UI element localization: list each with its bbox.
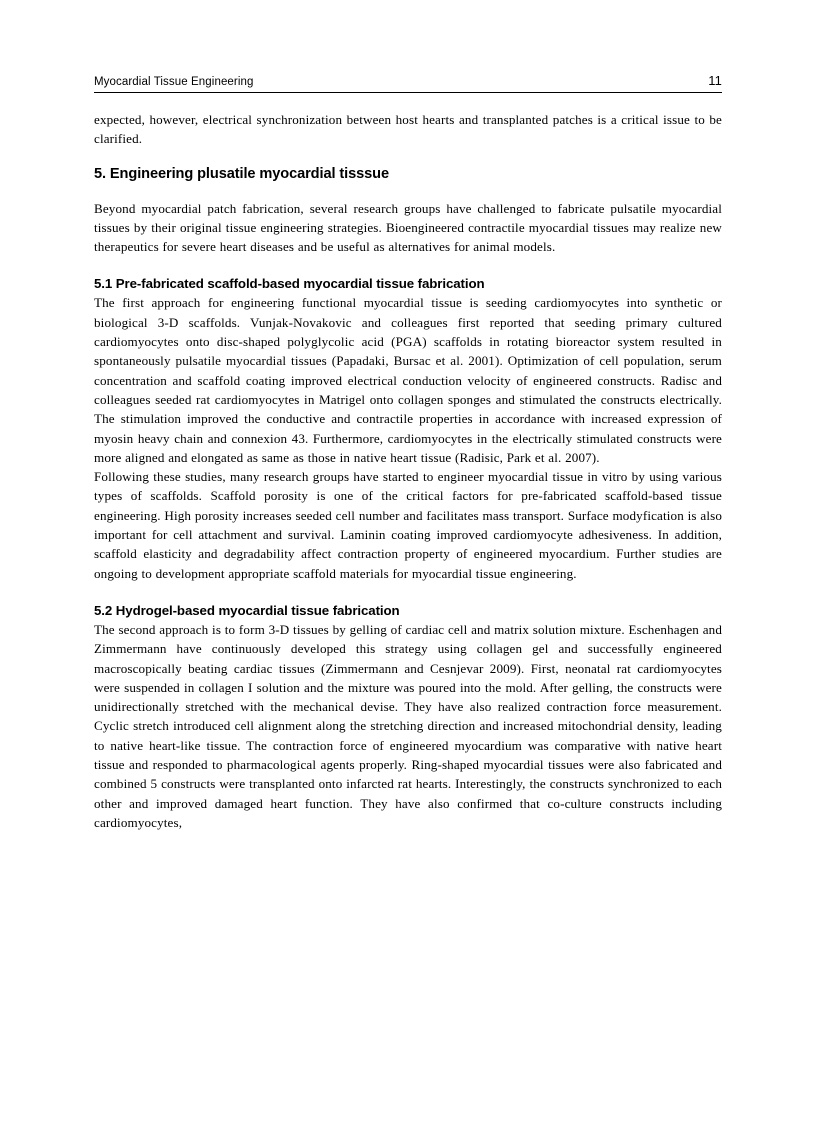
subsection-heading-5-1: 5.1 Pre-fabricated scaffold-based myocardial tissue fabrication: [94, 276, 485, 292]
subsection-5-2-paragraph-1: The second approach is to form 3-D tissues by gelling of cardiac cell and matrix solution mixture. Eschenhagen and Zimmermann have continuously developed this strategy using collagen gel and successfully engineered macroscopically beating cardiac tissues (Zimmermann and Cesnjevar 2009). First, neonatal rat cardiomyocytes were suspended in collagen I solution and the mixture was poured into the mold. After gelling, the constructs were unidirectionally stretched with the mechanical devise. They have also realized contraction force measurement. Cyclic stretch introduced cell alignment along the stretching direction and increased mitochondrial density, leading to native heart-like tissue. The contraction force of engineered myocardium was comparative with native heart tissue and responded to pharmacological agents properly. Ring-shaped myocardial tissues were also fabricated and combined 5 constructs were transplanted onto infarcted rat hearts. Interestingly, the constructs synchronized to each other and improved damaged heart function. They have also confirmed that co-culture constructs including cardiomyocytes,: [94, 621, 722, 830]
intro-paragraph: expected, however, electrical synchronization between host hearts and transplanted patches is a critical issue to be clarified.: [94, 112, 722, 147]
spacer: [94, 183, 722, 199]
header-divider: [94, 92, 722, 93]
subsection-5-1-paragraph-1: The first approach for engineering functional myocardial tissue is seeding cardiomyocytes into synthetic or biological 3-D scaffolds. Vunjak-Novakovic and colleagues first reported that seeding primary cultured cardiomyocytes onto disc-shaped polyglycolic acid (PGA) scaffolds in rotating bioreactor system resulted in spontaneously pulsatile myocardial tissues (Papadaki, Bursac et al. 2001). Optimization of cell population, serum concentration and scaffold coating improved electrical conduction velocity of engineered constructs. Radisc and colleagues seeded rat cardiomyocytes in Matrigel onto collagen sponges and stimulated the constructs electrically. The stimulation improved the conductive and contractile properties in accordance with increased expression of myosin heavy chain and connexion 43. Furthermore, cardiomyocytes in the electrically stimulated constructs were more aligned and elongated as same as those in native heart tissue (Radisic, Park et al. 2007).: [94, 295, 722, 465]
spacer: [94, 149, 722, 165]
subsection-5-1-paragraph-2: Following these studies, many research groups have started to engineer myocardial tissue in vitro by using various types of scaffolds. Scaffold porosity is one of the critical factors for pre-fabricated scaffold-based tissue engineering. High porosity increases seeded cell number and facilitates mass transport. Surface modyfication is also important for cell attachment and survival. Laminin coating improved cardiomyocyte adhesiveness. In addition, scaffold elasticity and degradability affect contraction property of engineered myocardium. Further studies are ongoing to development appropriate scaffold materials for myocardial tissue engineering.: [94, 469, 722, 581]
spacer: [94, 256, 722, 275]
section-heading-5: 5. Engineering plusatile myocardial tisssue: [94, 165, 389, 182]
page-content: [94, 74, 722, 832]
spacer: [94, 583, 722, 602]
running-header-title: Myocardial Tissue Engineering: [94, 76, 254, 88]
subsection-heading-5-2: 5.2 Hydrogel-based myocardial tissue fabrication: [94, 602, 400, 618]
page-number: 11: [708, 73, 722, 88]
section-5-paragraph: Beyond myocardial patch fabrication, several research groups have challenged to fabricate pulsatile myocardial tissues by their original tissue engineering strategies. Bioengineered contractile myocardial tissues may realize new therapeutics for severe heart diseases and be useful as alternatives for animal models.: [94, 200, 722, 255]
running-header: [94, 74, 722, 92]
